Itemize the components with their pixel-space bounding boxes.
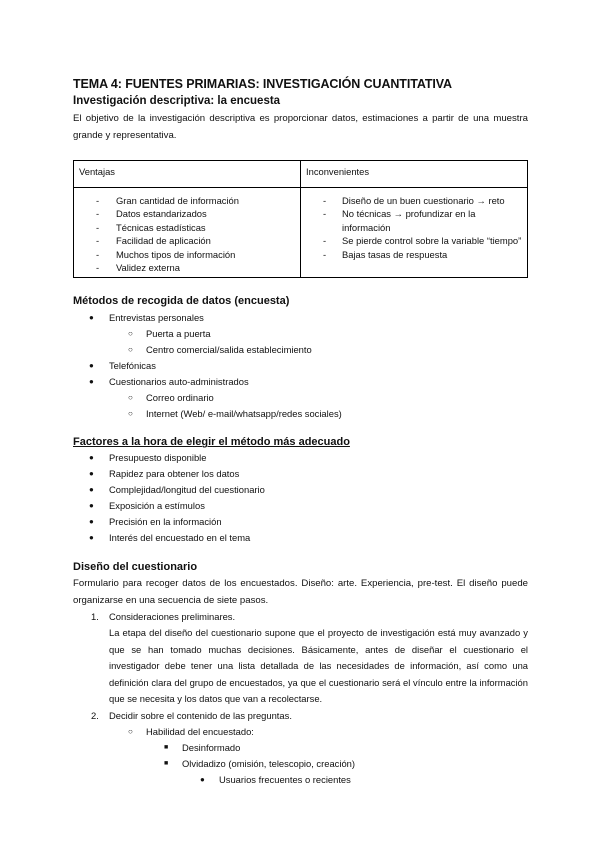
list-item: ■ Olvidadizo (omisión, telescopio, creación) <box>73 756 528 772</box>
ventajas-list <box>78 194 296 274</box>
circle-bullet-icon: ○ <box>128 329 133 339</box>
list-item: ● Interés del encuestado en el tema <box>73 530 528 546</box>
table-header-inconvenientes: Inconvenientes <box>301 161 528 188</box>
list-item: 2. Decidir sobre el contenido de las preguntas. <box>91 709 292 721</box>
list-item: - No técnicas → profundizar en la información <box>323 208 476 233</box>
circle-bullet-icon: ○ <box>128 409 133 419</box>
table-header-ventajas: Ventajas <box>74 161 301 188</box>
inconvenientes-list <box>305 194 523 261</box>
list-item: - Facilidad de aplicación <box>96 235 211 247</box>
section-heading-descriptiva: Investigación descriptiva: la encuesta <box>73 95 281 107</box>
step-description: La etapa del diseño del cuestionario supone que el proyecto de investigación está muy avanzado y que se han tomado muchas decisiones. Básicamente, antes de diseñar el cuestionario el investigador debe tener una lista detallada de las necesidades de información, así como una definición clara del grupo de encuestados, ya que el cuestionario será el vínculo entre la información que se necesita y los datos que van a recolectarse. <box>109 627 528 705</box>
list-item: - Bajas tasas de respuesta <box>323 248 448 260</box>
intro-paragraph: El objetivo de la investigación descriptiva es proporcionar datos, estimaciones a partir de una muestra grande y representativa. <box>73 113 528 141</box>
list-item: ● Precisión en la información <box>73 514 528 530</box>
bullet-icon: ● <box>89 361 94 371</box>
circle-bullet-icon: ○ <box>128 393 133 403</box>
diseno-intro: Formulario para recoger datos de los encuestados. Diseño: arte. Experiencia, pre-test. El diseño puede organizarse en una secuencia de siete pasos. <box>73 578 528 606</box>
list-item: ○ Habilidad del encuestado: <box>73 724 528 740</box>
list-item: ● Usuarios frecuentes o recientes <box>73 772 528 788</box>
square-bullet-icon: ■ <box>164 759 169 767</box>
bullet-icon: ● <box>89 313 94 323</box>
diseno-steps-list <box>73 609 528 724</box>
bullet-icon: ● <box>200 774 205 784</box>
factores-heading: Factores a la hora de elegir el método más adecuado <box>73 436 350 449</box>
list-item: - Técnicas estadísticas <box>96 221 206 233</box>
ventajas-cell <box>74 188 301 278</box>
circle-bullet-icon: ○ <box>128 726 133 736</box>
list-item: ● Entrevistas personales <box>73 310 528 326</box>
list-item: ○ Correo ordinario <box>73 390 528 406</box>
diseno-heading: Diseño del cuestionario <box>73 561 198 574</box>
list-item: ● Cuestionarios auto-administrados <box>73 374 528 390</box>
bullet-icon: ● <box>89 485 94 495</box>
list-item: ■ Desinformado <box>73 740 528 756</box>
bullet-icon: ● <box>89 517 94 527</box>
page-title: TEMA 4: FUENTES PRIMARIAS: INVESTIGACIÓN CUANTITATIVA <box>73 77 452 91</box>
document-page <box>73 76 528 788</box>
inconvenientes-cell <box>301 188 528 278</box>
circle-bullet-icon: ○ <box>128 345 133 355</box>
metodos-heading: Métodos de recogida de datos (encuesta) <box>73 295 290 308</box>
list-item: - Diseño de un buen cuestionario → reto <box>323 195 505 206</box>
factores-list <box>73 450 528 546</box>
list-item: ○ Centro comercial/salida establecimiento <box>73 342 528 358</box>
metodos-list <box>73 310 528 422</box>
list-item: ● Rapidez para obtener los datos <box>73 466 528 482</box>
list-item: 1. Consideraciones preliminares. <box>91 611 236 623</box>
list-item: ● Telefónicas <box>73 358 528 374</box>
list-item: ● Complejidad/longitud del cuestionario <box>73 482 528 498</box>
bullet-icon: ● <box>89 533 94 543</box>
list-item: ○ Puerta a puerta <box>73 326 528 342</box>
list-item: - Datos estandarizados <box>96 208 207 220</box>
square-bullet-icon: ■ <box>164 743 169 751</box>
list-item: - Se pierde control sobre la variable “tiempo” <box>323 235 522 247</box>
bullet-icon: ● <box>89 469 94 479</box>
list-item: ● Presupuesto disponible <box>73 450 528 466</box>
list-item: ○ Internet (Web/ e-mail/whatsapp/redes sociales) <box>73 406 528 422</box>
bullet-icon: ● <box>89 377 94 387</box>
bullet-icon: ● <box>89 501 94 511</box>
bullet-icon: ● <box>89 453 94 463</box>
list-item: ● Exposición a estímulos <box>73 498 528 514</box>
list-item: - Muchos tipos de información <box>96 248 236 260</box>
ventajas-inconvenientes-table <box>73 160 528 278</box>
list-item: - Validez externa <box>96 262 180 274</box>
list-item: - Gran cantidad de información <box>96 195 239 206</box>
diseno-sublist <box>73 724 528 788</box>
